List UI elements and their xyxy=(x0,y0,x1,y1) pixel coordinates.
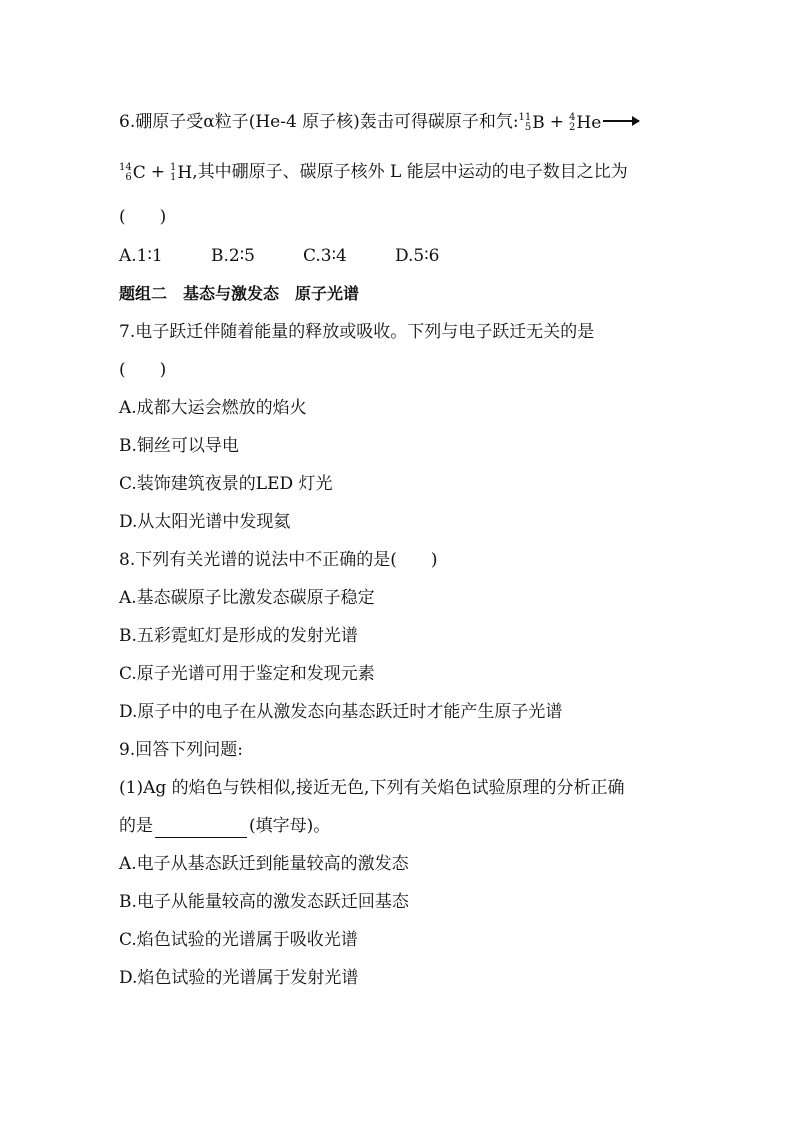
q6-intro: 6.硼原子受α粒子(He-4 原子核)轰击可得碳原子和氕: xyxy=(119,112,519,132)
q8-option-d[interactable]: D.原子中的电子在从激发态向基态跃迁时才能产生原子光谱 xyxy=(119,702,563,722)
plus-sign: + xyxy=(150,162,165,182)
q9-sub1-line1: (1)Ag 的焰色与铁相似,接近无色,下列有关焰色试验原理的分析正确 xyxy=(119,778,625,798)
q8-option-b[interactable]: B.五彩霓虹灯是形成的发射光谱 xyxy=(119,626,358,646)
boron-nuclide xyxy=(519,111,545,135)
q8-option-a[interactable]: A.基态碳原子比激发态碳原子稳定 xyxy=(119,588,375,608)
q9-option-d[interactable]: D.焰色试验的光谱属于发射光谱 xyxy=(119,968,359,988)
q6-option-a[interactable]: A.1∶1 xyxy=(119,246,163,266)
q7-option-a[interactable]: A.成都大运会燃放的焰火 xyxy=(119,398,307,418)
q6-line2 xyxy=(119,160,628,185)
q6-line1 xyxy=(119,110,639,135)
hydrogen-mass: 1 xyxy=(170,161,177,173)
helium-nuclide xyxy=(569,111,601,135)
q8-option-c[interactable]: C.原子光谱可用于鉴定和发现元素 xyxy=(119,664,375,684)
q9-sub1-line2 xyxy=(119,814,330,838)
q6-answer-paren: ( ) xyxy=(119,207,167,227)
q8-stem: 8.下列有关光谱的说法中不正确的是( ) xyxy=(119,550,438,570)
carbon-mass: 14 xyxy=(119,161,132,173)
helium-atomic: 2 xyxy=(569,121,576,133)
q9-option-b[interactable]: B.电子从能量较高的激发态跃迁回基态 xyxy=(119,892,409,912)
q7-option-d[interactable]: D.从太阳光谱中发现氦 xyxy=(119,512,291,532)
q7-option-c[interactable]: C.装饰建筑夜景的LED 灯光 xyxy=(119,474,333,494)
carbon-nuclide xyxy=(119,161,146,185)
q6-option-d[interactable]: D.5∶6 xyxy=(395,246,440,266)
group2-heading: 题组二 基态与激发态 原子光谱 xyxy=(119,284,360,303)
helium-symbol: He xyxy=(576,112,602,133)
q9-stem: 9.回答下列问题: xyxy=(119,740,243,760)
boron-atomic: 5 xyxy=(524,121,532,133)
plus-sign: + xyxy=(549,112,565,132)
q9-option-a[interactable]: A.电子从基态跃迁到能量较高的激发态 xyxy=(119,854,409,874)
carbon-symbol: C xyxy=(132,162,146,183)
boron-mass: 11 xyxy=(518,111,532,123)
hydrogen-nuclide xyxy=(170,161,192,185)
q6-stem-rest: ,其中硼原子、碳原子核外 L 能层中运动的电子数目之比为 xyxy=(192,162,628,182)
answer-blank[interactable] xyxy=(155,821,247,838)
reaction-arrow-icon xyxy=(603,120,639,122)
q6-option-c[interactable]: C.3∶4 xyxy=(303,246,347,266)
boron-symbol: B xyxy=(532,112,545,133)
q6-options xyxy=(119,244,439,268)
q7-stem: 7.电子跃迁伴随着能量的释放或吸收。下列与电子跃迁无关的是 xyxy=(119,322,595,342)
carbon-atomic: 6 xyxy=(125,171,132,183)
hydrogen-atomic: 1 xyxy=(170,171,177,183)
q9-sub1-suffix: (填字母)。 xyxy=(249,816,331,836)
q9-sub1-prefix: 的是 xyxy=(119,816,153,836)
q7-answer-paren: ( ) xyxy=(119,360,167,380)
q6-option-b[interactable]: B.2∶5 xyxy=(211,246,255,266)
q7-option-b[interactable]: B.铜丝可以导电 xyxy=(119,436,239,456)
helium-mass: 4 xyxy=(569,111,576,123)
q9-option-c[interactable]: C.焰色试验的光谱属于吸收光谱 xyxy=(119,930,358,950)
hydrogen-symbol: H xyxy=(177,162,193,183)
